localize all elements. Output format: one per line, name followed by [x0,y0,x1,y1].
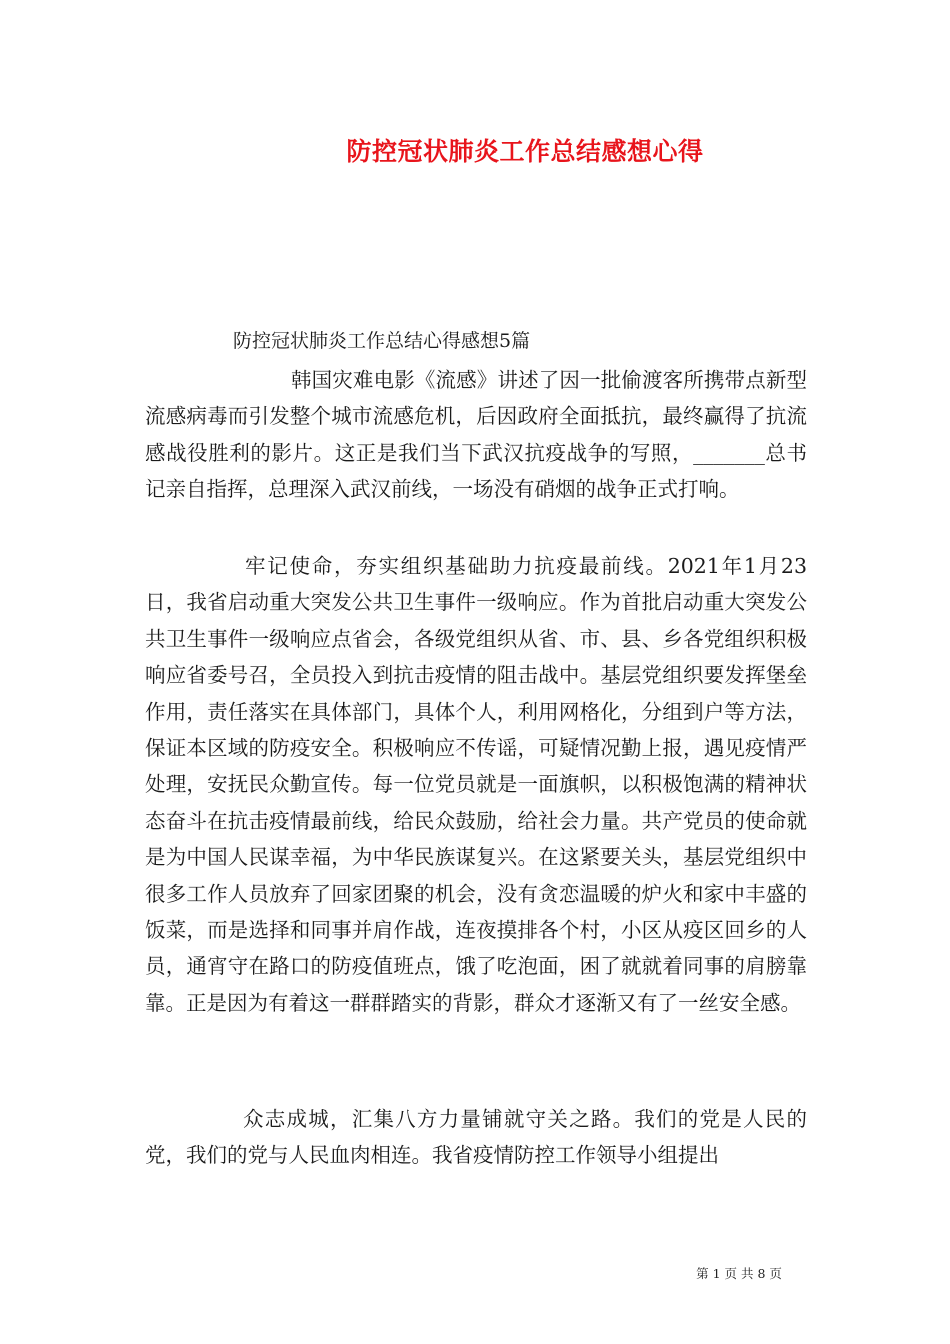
page-title: 防控冠状肺炎工作总结感想心得 [346,137,704,166]
paragraph-unity: 众志成城，汇集八方力量铺就守关之路。我们的党是人民的党，我们的党与人民血肉相连。我省疫情防控工作领导小组提出 [145,1107,807,1168]
page-number-footer: 第 1 页 共 8 页 [696,1266,782,1281]
paragraph-intro: 韩国灾难电影《流感》讲述了因一批偷渡客所携带点新型流感病毒而引发整个城市流感危机，后因政府全面抵抗，最终赢得了抗流感战役胜利的影片。这正是我们当下武汉抗疫战争的写照，_______总书记亲自指挥，总理深入武汉前线，一场没有硝烟的战争正式打响。 [145,368,807,502]
document-subtitle: 防控冠状肺炎工作总结心得感想5篇 [233,330,531,352]
paragraph-mission: 牢记使命，夯实组织基础助力抗疫最前线。2021年1月23日，我省启动重大突发公共卫生事件一级响应。作为首批启动重大突发公共卫生事件一级响应点省会，各级党组织从省、市、县、乡各党组织积极响应省委号召，全员投入到抗击疫情的阻击战中。基层党组织要发挥堡垒作用，责任落实在具体部门，具体个人，利用网格化，分组到户等方法，保证本区域的防疫安全。积极响应不传谣，可疑情况勤上报，遇见疫情严处理，安抚民众勤宣传。每一位党员就是一面旗帜，以积极饱满的精神状态奋斗在抗击疫情最前线，给民众鼓励，给社会力量。共产党员的使命就是为中国人民谋幸福，为中华民族谋复兴。在这紧要关头，基层党组织中很多工作人员放弃了回家团聚的机会，没有贪恋温暖的炉火和家中丰盛的饭菜，而是选择和同事并肩作战，连夜摸排各个村，小区从疫区回乡的人员，通宵守在路口的防疫值班点，饿了吃泡面，困了就就着同事的肩膀靠靠。正是因为有着这一群群踏实的背影，群众才逐渐又有了一丝安全感。 [145,554,807,1015]
